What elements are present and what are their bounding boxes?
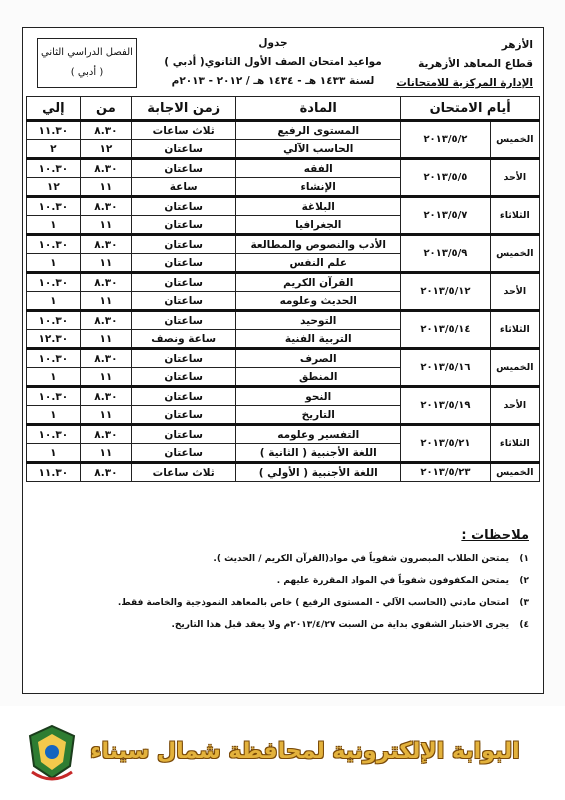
start-time-cell: ٨.٣٠ xyxy=(80,311,132,330)
table-row xyxy=(27,463,540,482)
end-time-cell: ١٠.٣٠ xyxy=(27,273,81,292)
duration-cell: ساعتان xyxy=(132,292,236,311)
end-time-cell: ١ xyxy=(27,406,81,425)
end-time-cell: ١٠.٣٠ xyxy=(27,159,81,178)
subject-cell: القرآن الكريم xyxy=(236,273,401,292)
subject-cell: التربية الفنية xyxy=(236,330,401,349)
governorate-logo-icon xyxy=(24,722,80,782)
note-text: يجرى الاختبار الشفوي بداية من السبت ٢٠١٣/٤/٢٧م ولا يعقد قبل هذا التاريخ. xyxy=(171,620,509,630)
title-line-3: لسنة ١٤٣٣ هـ - ١٤٣٤ هـ / ٢٠١٢ - ٢٠١٣م xyxy=(171,75,375,87)
start-time-cell: ٨.٣٠ xyxy=(80,463,132,482)
note-item xyxy=(39,597,529,610)
subject-cell: الجغرافيا xyxy=(236,216,401,235)
end-time-cell: ١٠.٣٠ xyxy=(27,349,81,368)
note-item xyxy=(39,553,529,566)
end-time-cell: ١ xyxy=(27,444,81,463)
header-from: من xyxy=(80,97,132,121)
duration-cell: ساعتان xyxy=(132,425,236,444)
note-item xyxy=(39,575,529,588)
start-time-cell: ١١ xyxy=(80,216,132,235)
end-time-cell: ١٠.٣٠ xyxy=(27,235,81,254)
header-subject: المادة xyxy=(236,97,401,121)
duration-cell: ساعتان xyxy=(132,216,236,235)
header-exam-days: أيام الامتحان xyxy=(401,97,540,121)
exam-date-cell: ٢٠١٣/٥/١٦ xyxy=(401,349,490,387)
note-text: يمتحن الطلاب المبصرون شفوياً في مواد(القرآن الكريم / الحديث ). xyxy=(213,554,509,564)
subject-cell: الحاسب الآلي xyxy=(236,140,401,159)
subject-cell: التفسير وعلومه xyxy=(236,425,401,444)
exam-date-cell: ٢٠١٣/٥/٢١ xyxy=(401,425,490,463)
notes-title: ملاحظات : xyxy=(461,528,529,543)
note-number: ٣) xyxy=(519,598,529,608)
exam-day-cell: الخميس xyxy=(490,121,539,159)
duration-cell: ساعة ونصف xyxy=(132,330,236,349)
exam-day-cell: الثلاثاء xyxy=(490,311,539,349)
duration-cell: ساعتان xyxy=(132,140,236,159)
subject-cell: الأدب والنصوص والمطالعة xyxy=(236,235,401,254)
duration-cell: ساعتان xyxy=(132,311,236,330)
end-time-cell: ١٢ xyxy=(27,178,81,197)
duration-cell: ساعتان xyxy=(132,159,236,178)
start-time-cell: ٨.٣٠ xyxy=(80,349,132,368)
document-title xyxy=(143,34,403,91)
note-number: ٢) xyxy=(519,576,529,586)
subject-cell: الفقه xyxy=(236,159,401,178)
footer-banner-area xyxy=(0,706,565,800)
exam-day-cell: الثلاثاء xyxy=(490,425,539,463)
table-header-row xyxy=(27,97,540,121)
subject-cell: التاريخ xyxy=(236,406,401,425)
subject-cell: علم النفس xyxy=(236,254,401,273)
end-time-cell: ٢ xyxy=(27,140,81,159)
start-time-cell: ١١ xyxy=(80,292,132,311)
start-time-cell: ٨.٣٠ xyxy=(80,425,132,444)
subject-cell: الإنشاء xyxy=(236,178,401,197)
footer-banner-text: البوابة الإلكترونية لمحافظة شمال سيناء xyxy=(90,739,520,764)
issuer-line-1: الأزهر xyxy=(501,39,533,51)
exam-date-cell: ٢٠١٣/٥/١٢ xyxy=(401,273,490,311)
subject-cell: اللغة الأجنبية ( الثانية ) xyxy=(236,444,401,463)
exam-date-cell: ٢٠١٣/٥/١٩ xyxy=(401,387,490,425)
duration-cell: ثلاث ساعات xyxy=(132,463,236,482)
start-time-cell: ١١ xyxy=(80,406,132,425)
exam-date-cell: ٢٠١٣/٥/٧ xyxy=(401,197,490,235)
term-line-2: ( أدبي ) xyxy=(70,67,104,78)
duration-cell: ساعتان xyxy=(132,368,236,387)
subject-cell: اللغة الأجنبية ( الأولي ) xyxy=(236,463,401,482)
start-time-cell: ١١ xyxy=(80,444,132,463)
start-time-cell: ٨.٣٠ xyxy=(80,235,132,254)
start-time-cell: ٨.٣٠ xyxy=(80,121,132,140)
end-time-cell: ١٠.٣٠ xyxy=(27,311,81,330)
exam-schedule-table xyxy=(26,96,540,482)
duration-cell: ساعتان xyxy=(132,444,236,463)
table-row xyxy=(27,159,540,178)
title-line-2: مواعيد امتحان الصف الأول الثانوي( أدبي ) xyxy=(164,56,382,68)
table-row xyxy=(27,387,540,406)
start-time-cell: ١١ xyxy=(80,178,132,197)
start-time-cell: ٨.٣٠ xyxy=(80,197,132,216)
exam-day-cell: الأحد xyxy=(490,387,539,425)
exam-date-cell: ٢٠١٣/٥/٥ xyxy=(401,159,490,197)
exam-day-cell: الخميس xyxy=(490,349,539,387)
subject-cell: المنطق xyxy=(236,368,401,387)
start-time-cell: ٨.٣٠ xyxy=(80,159,132,178)
subject-cell: النحو xyxy=(236,387,401,406)
exam-date-cell: ٢٠١٣/٥/٢٣ xyxy=(401,463,490,482)
duration-cell: ساعة xyxy=(132,178,236,197)
duration-cell: ساعتان xyxy=(132,349,236,368)
schedule-frame xyxy=(22,27,544,694)
subject-cell: البلاغة xyxy=(236,197,401,216)
exam-date-cell: ٢٠١٣/٥/٩ xyxy=(401,235,490,273)
exam-date-cell: ٢٠١٣/٥/١٤ xyxy=(401,311,490,349)
note-item xyxy=(39,619,529,632)
header-duration: زمن الاجابة xyxy=(132,97,236,121)
note-number: ١) xyxy=(519,554,529,564)
term-line-1: الفصل الدراسي الثاني xyxy=(41,47,133,58)
start-time-cell: ٨.٣٠ xyxy=(80,273,132,292)
duration-cell: ساعتان xyxy=(132,197,236,216)
start-time-cell: ١٢ xyxy=(80,140,132,159)
end-time-cell: ١ xyxy=(27,292,81,311)
note-text: يمتحن المكفوفون شفوياً في المواد المقررة عليهم . xyxy=(276,576,509,586)
duration-cell: ساعتان xyxy=(132,273,236,292)
issuer-line-2: قطاع المعاهد الأزهرية xyxy=(418,58,533,70)
start-time-cell: ٨.٣٠ xyxy=(80,387,132,406)
issuer-line-3: الإدارة المركزية للامتحانات xyxy=(396,77,533,89)
subject-cell: المستوى الرفيع xyxy=(236,121,401,140)
table-row xyxy=(27,425,540,444)
end-time-cell: ١٠.٣٠ xyxy=(27,425,81,444)
duration-cell: ثلاث ساعات xyxy=(132,121,236,140)
exam-day-cell: الخميس xyxy=(490,463,539,482)
term-box xyxy=(37,38,137,88)
end-time-cell: ١١.٣٠ xyxy=(27,121,81,140)
table-row xyxy=(27,197,540,216)
start-time-cell: ١١ xyxy=(80,368,132,387)
header-to: إلي xyxy=(27,97,81,121)
exam-day-cell: الأحد xyxy=(490,273,539,311)
end-time-cell: ١٢.٣٠ xyxy=(27,330,81,349)
exam-day-cell: الخميس xyxy=(490,235,539,273)
table-row xyxy=(27,121,540,140)
start-time-cell: ١١ xyxy=(80,254,132,273)
subject-cell: الحديث وعلومه xyxy=(236,292,401,311)
end-time-cell: ١١.٣٠ xyxy=(27,463,81,482)
note-text: امتحان مادتي (الحاسب الآلي - المستوى الرفيع ) خاص بالمعاهد النموذجية والخاصة فقط. xyxy=(117,598,509,608)
duration-cell: ساعتان xyxy=(132,406,236,425)
table-row xyxy=(27,235,540,254)
table-row xyxy=(27,311,540,330)
title-line-1: جدول xyxy=(258,37,288,49)
duration-cell: ساعتان xyxy=(132,235,236,254)
exam-date-cell: ٢٠١٣/٥/٢ xyxy=(401,121,490,159)
end-time-cell: ١ xyxy=(27,368,81,387)
start-time-cell: ١١ xyxy=(80,330,132,349)
duration-cell: ساعتان xyxy=(132,254,236,273)
issuer-block xyxy=(393,36,533,93)
end-time-cell: ١٠.٣٠ xyxy=(27,387,81,406)
exam-day-cell: الأحد xyxy=(490,159,539,197)
duration-cell: ساعتان xyxy=(132,387,236,406)
exam-day-cell: الثلاثاء xyxy=(490,197,539,235)
end-time-cell: ١ xyxy=(27,216,81,235)
table-row xyxy=(27,349,540,368)
note-number: ٤) xyxy=(519,620,529,630)
table-row xyxy=(27,273,540,292)
subject-cell: التوحيد xyxy=(236,311,401,330)
notes-list xyxy=(39,553,529,641)
subject-cell: الصرف xyxy=(236,349,401,368)
end-time-cell: ١ xyxy=(27,254,81,273)
end-time-cell: ١٠.٣٠ xyxy=(27,197,81,216)
